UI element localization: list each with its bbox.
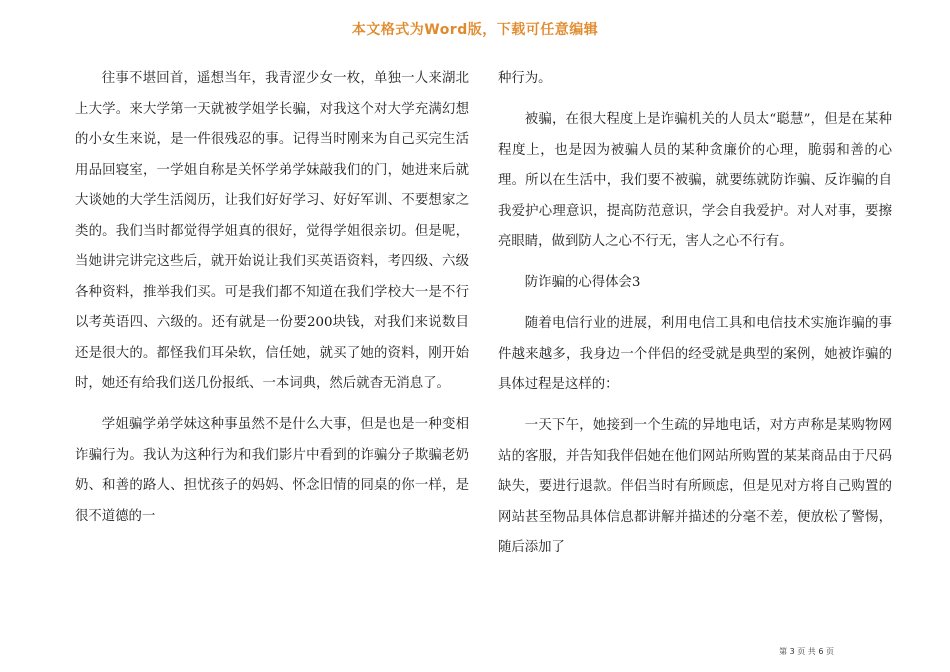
paragraph: 学姐骗学弟学妹这种事虽然不是什么大事，但是也是一种变相诈骗行为。我认为这种行为和我们影片中看到的诈骗分子欺骗老奶奶、和善的路人、担忧孩子的妈妈、怀念旧情的同桌的你一样，是很不道德的一 xyxy=(75,417,469,524)
paragraph: 被骗，在很大程度上是诈骗机关的人员太“聪慧”，但是在某种程度上，也是因为被骗人员的某种贪廉价的心理，脆弱和善的心理。所以在生活中，我们要不被骗，就要练就防诈骗、反诈骗的自我爱护心理意识，提高防范意识，学会自我爱护。对人对事，要擦亮眼睛，做到防人之心不行无，害人之心不行有。 xyxy=(498,112,892,249)
right-text-column xyxy=(498,64,892,574)
page-number: 第 3 页 共 6 页 xyxy=(779,647,834,656)
paragraph: 一天下午，她接到一个生疏的异地电话，对方声称是某购物网站的客服，并告知我伴侣她在他们网站所购置的某某商品由于尺码缺失，要进行退款。伴侣当时有所顾虑，但是见对方将自己购置的网站甚至物品具体信息都讲解并描述的分毫不差，便放松了警惕，随后添加了 xyxy=(498,418,892,555)
left-text-column xyxy=(75,64,469,543)
paragraph: 往事不堪回首，遥想当年，我青涩少女一枚，单独一人来湖北上大学。来大学第一天就被学姐学长骗，对我这个对大学充满幻想的小女生来说，是一件很残忍的事。记得当时刚来为自己买完生活用品回寝室，一学姐自称是关怀学弟学妹敲我们的门，她进来后就大谈她的大学生活阅历，让我们好好学习、好好军训、不要想家之类的。我们当时都觉得学姐真的很好，觉得学姐很亲切。但是呢，当她讲完讲完这些后，就开始说让我们买英语资料，考四级、六级各种资料，推举我们买。可是我们都不知道在我们学校大一是不行以考英语四、六级的。还有就是一份要200块钱，对我们来说数目还是很大的。都怪我们耳朵软，信任她，就买了她的资料，刚开始时，她还有给我们送几份报纸、一本词典，然后就杳无消息了。 xyxy=(75,71,469,391)
section-heading: 防诈骗的心得体会3 xyxy=(524,275,641,290)
paragraph-continuation: 种行为。 xyxy=(498,71,552,86)
word-format-banner: 本文格式为Word版，下载可任意编辑 xyxy=(351,22,599,38)
paragraph: 随着电信行业的进展，利用电信工具和电信技术实施诈骗的事件越来越多，我身边一个伴侣的经受就是典型的案例，她被诈骗的具体过程是这样的： xyxy=(498,316,892,392)
